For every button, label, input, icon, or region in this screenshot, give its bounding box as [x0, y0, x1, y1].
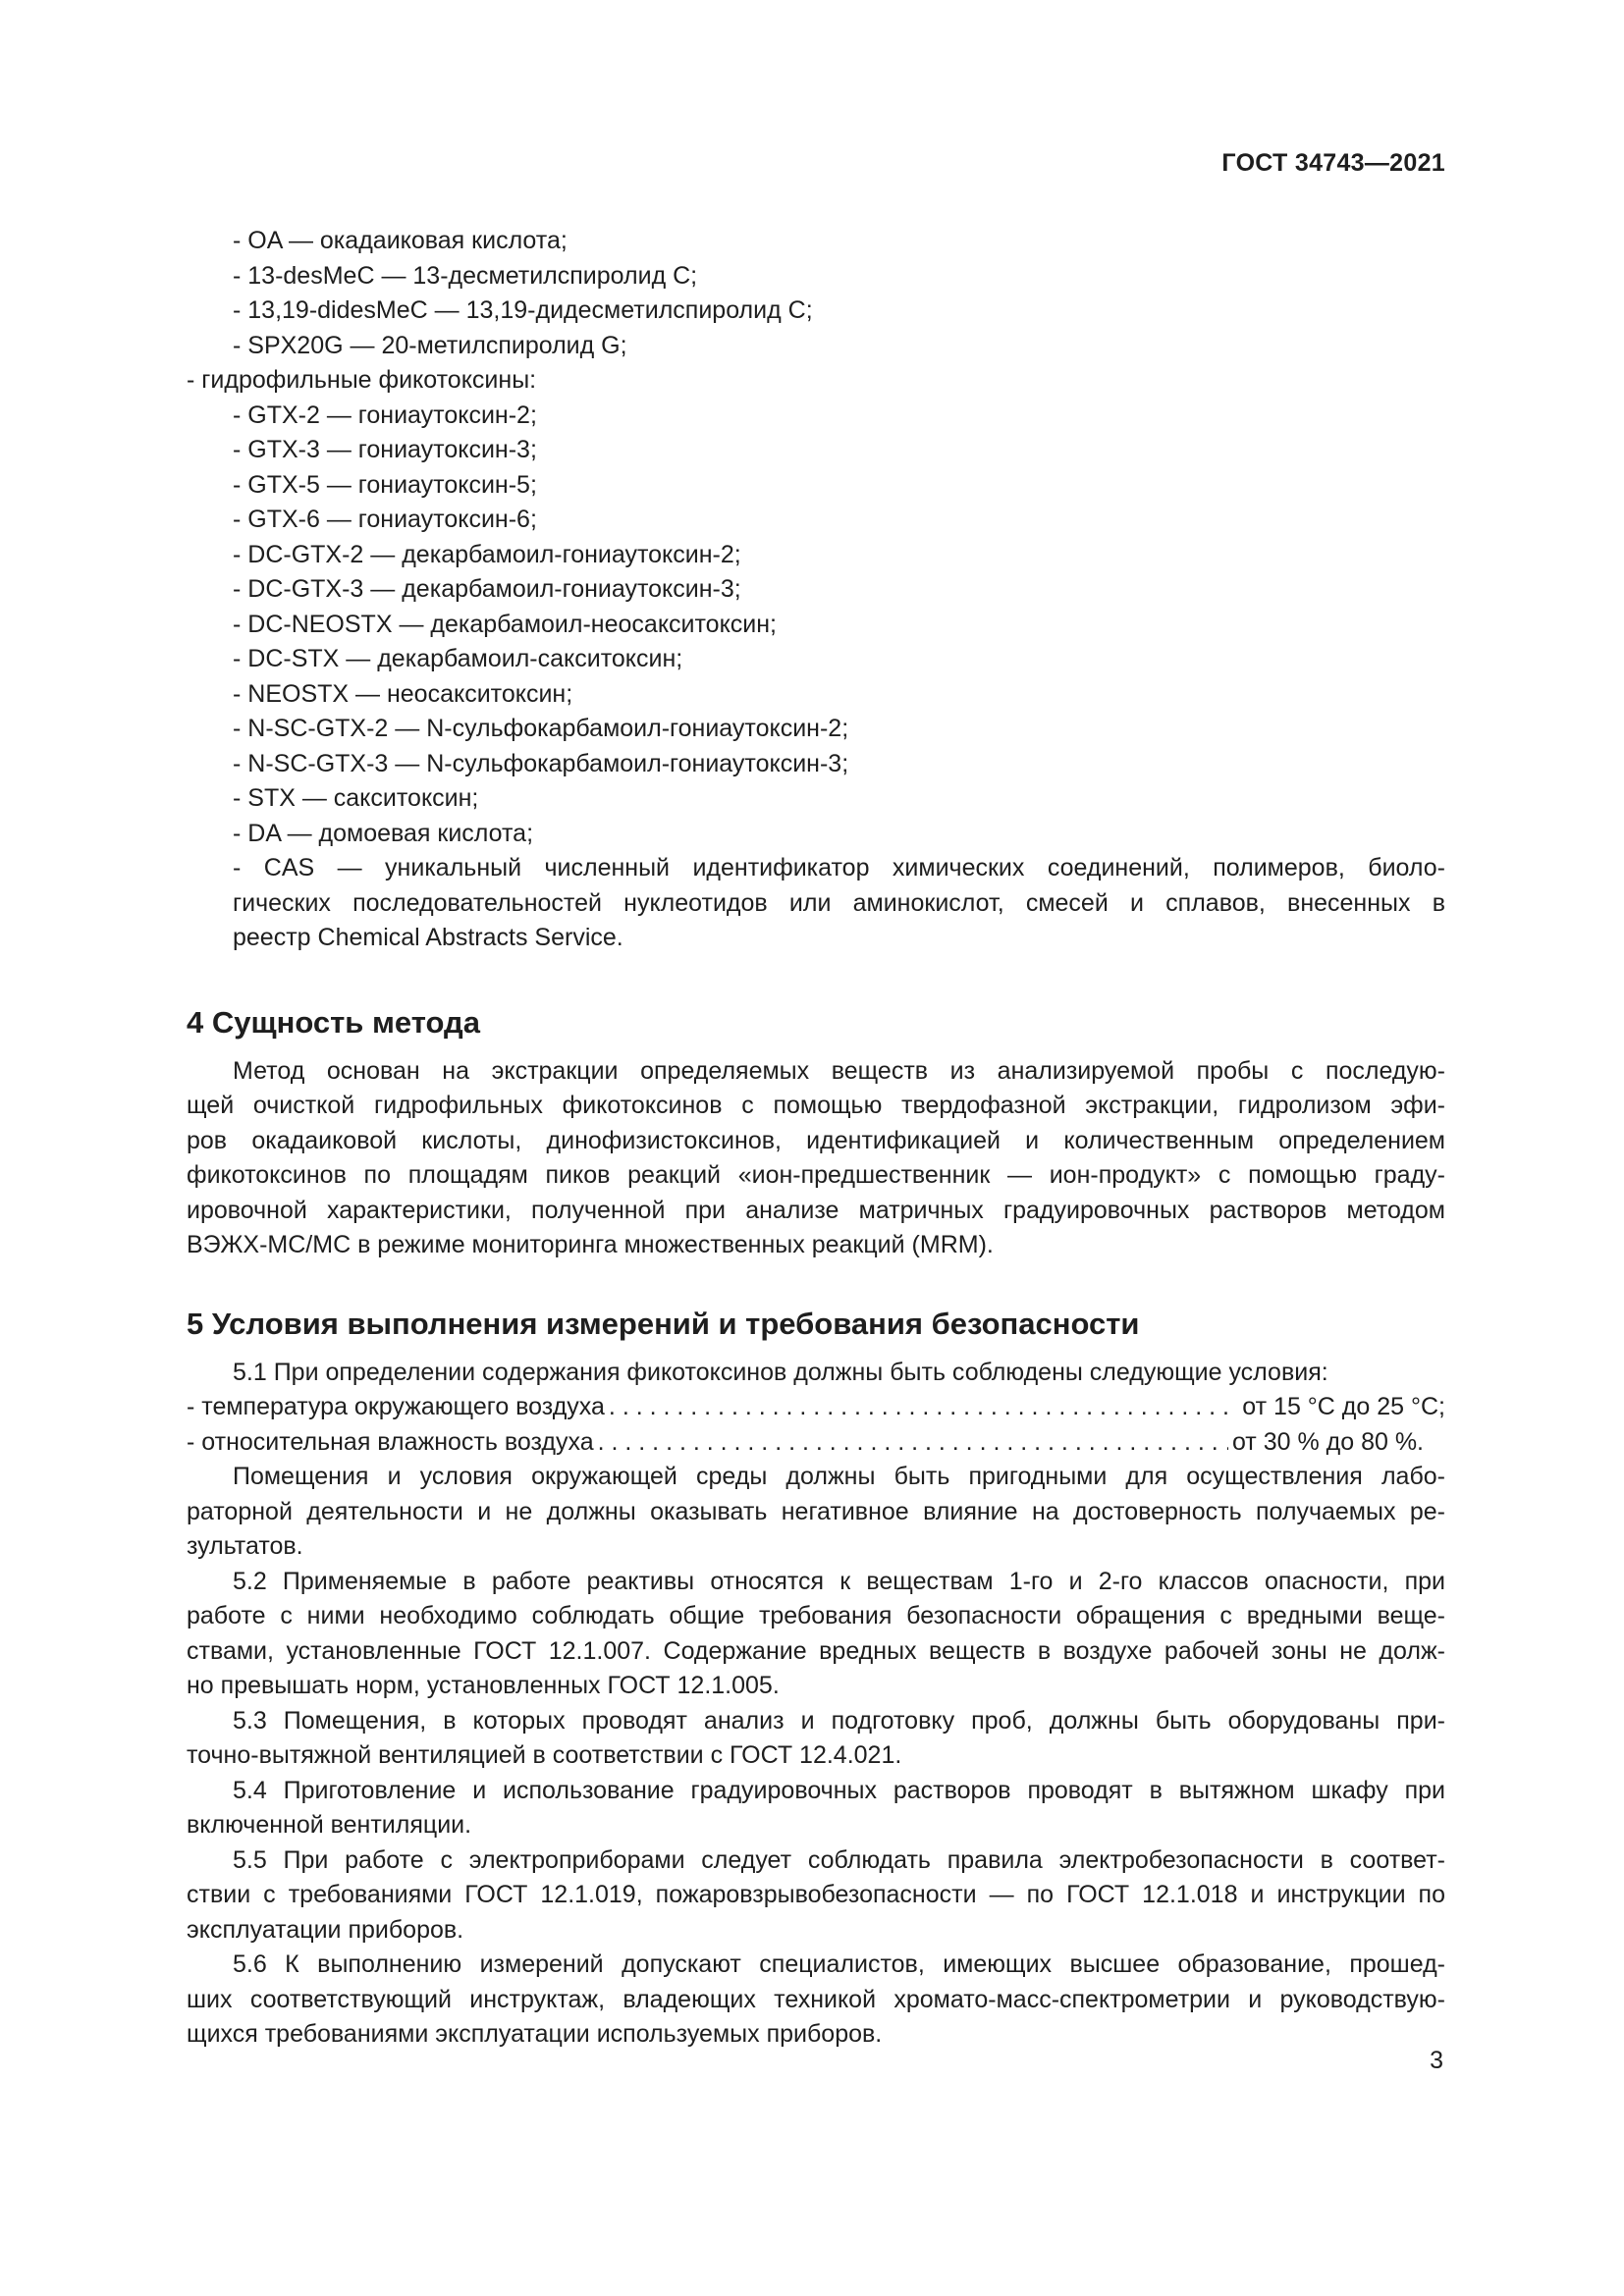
- condition-temperature: [187, 1390, 1445, 1425]
- clause-5-6: [187, 1948, 1445, 2053]
- paragraph-line: ВЭЖХ-МС/МС в режиме мониторинга множественных реакций (MRM).: [187, 1231, 994, 1258]
- paragraph-line: ировочной характеристики, полученной при анализе матричных градуировочных растворов методом: [187, 1196, 1445, 1224]
- condition-humidity: [187, 1425, 1424, 1461]
- list-item: - NEOSTX — неосакситоксин;: [233, 679, 573, 708]
- cas-line: - CAS — уникальный численный идентификатор химических соединений, полимеров, биоло-: [233, 854, 1445, 881]
- clause-5-2: [187, 1565, 1445, 1704]
- list-item: - OA — окадаиковая кислота;: [233, 227, 568, 254]
- paragraph-line: эксплуатации приборов.: [187, 1915, 464, 1944]
- paragraph-line: щей очисткой гидрофильных фикотоксинов с помощью твердофазной экстракции, гидролизом эфи-: [187, 1092, 1445, 1119]
- paragraph-line: Помещения и условия окружающей среды должны быть пригодными для осуществления лабо-: [233, 1463, 1445, 1490]
- paragraph-line: щихся требованиями эксплуатации используемых приборов.: [187, 2020, 883, 2048]
- clause-5-3: [187, 1704, 1445, 1774]
- paragraph-line: точно-вытяжной вентиляцией в соответствии с ГОСТ 12.4.021.: [187, 1741, 902, 1769]
- list-item: - 13-desMeC — 13-десметилспиролид С;: [233, 261, 698, 290]
- condition-label: - относительная влажность воздуха: [187, 1427, 594, 1456]
- list-item: - GTX-5 — гониаутоксин-5;: [233, 470, 537, 499]
- paragraph-line: но превышать норм, установленных ГОСТ 12.1.005.: [187, 1672, 780, 1699]
- paragraph-line: 5.2 Применяемые в работе реактивы относятся к веществам 1-го и 2-го классов опасности, при: [233, 1567, 1445, 1595]
- list-item: - DC-NEOSTX — декарбамоил-неосакситоксин;: [233, 610, 778, 638]
- paragraph-line: ствами, установленные ГОСТ 12.1.007. Содержание вредных веществ в воздухе рабочей зоны не долж-: [187, 1636, 1445, 1665]
- paragraph-line: фикотоксинов по площадям пиков реакций «ион-предшественник — ион-продукт» с помощью граду-: [187, 1161, 1445, 1189]
- paragraph-line: 5.5 При работе с электроприборами следует соблюдать правила электробезопасности в соответ-: [233, 1845, 1445, 1874]
- list-item: - гидрофильные фикотоксины:: [187, 366, 537, 394]
- paragraph-line: ров окадаиковой кислоты, динофизистоксинов, идентификацией и количественным определением: [187, 1126, 1445, 1154]
- document-standard-number: ГОСТ 34743—2021: [1221, 149, 1445, 177]
- condition-value: от 15 °С до 25 °С;: [1242, 1393, 1445, 1420]
- list-item: - STX — сакситоксин;: [233, 784, 479, 812]
- paragraph-line: 5.3 Помещения, в которых проводят анализ и подготовку проб, должны быть оборудованы при-: [233, 1706, 1445, 1735]
- cas-line: реестр Chemical Abstracts Service.: [233, 924, 623, 951]
- dot-leader: [598, 1425, 1228, 1461]
- clause-5-1: [187, 1356, 1445, 1391]
- clause-5-4: [187, 1774, 1445, 1843]
- abbreviation-list: [187, 224, 1445, 851]
- page-number: 3: [1430, 2047, 1443, 2074]
- dot-leader: [609, 1390, 1238, 1425]
- list-item: - GTX-6 — гониаутоксин-6;: [233, 506, 537, 533]
- condition-value: от 30 % до 80 %.: [1231, 1427, 1424, 1456]
- list-item: - GTX-3 — гониаутоксин-3;: [233, 436, 537, 463]
- list-item: - N-SC-GTX-2 — N-сульфокарбамоил-гониаутоксин-2;: [233, 715, 849, 742]
- section-5-heading: 5 Условия выполнения измерений и требования безопасности: [187, 1306, 1140, 1341]
- list-item: - DC-GTX-3 — декарбамоил-гониаутоксин-3;: [233, 575, 741, 603]
- condition-label: - температура окружающего воздуха: [187, 1393, 605, 1420]
- list-item: - N-SC-GTX-3 — N-сульфокарбамоил-гониаутоксин-3;: [233, 749, 849, 777]
- paragraph-line: ствии с требованиями ГОСТ 12.1.019, пожаровзрывобезопасности — по ГОСТ 12.1.018 и инструкции по: [187, 1881, 1445, 1908]
- list-item: - GTX-2 — гониаутоксин-2;: [233, 400, 537, 429]
- paragraph-line: 5.1 При определении содержания фикотоксинов должны быть соблюдены следующие условия:: [233, 1358, 1328, 1386]
- list-item: - DC-GTX-2 — декарбамоил-гониаутоксин-2;: [233, 540, 741, 568]
- paragraph-line: работе с ними необходимо соблюдать общие требования безопасности обращения с вредными веще-: [187, 1602, 1445, 1629]
- section-4-paragraph: [187, 1054, 1445, 1263]
- paragraph-line: ших соответствующий инструктаж, владеющих техникой хромато-масс-спектрометрии и руководствую-: [187, 1985, 1445, 2013]
- paragraph-line: раторной деятельности и не должны оказывать негативное влияние на достоверность получаемых ре-: [187, 1497, 1445, 1525]
- list-item: - SPX20G — 20-метилспиролид G;: [233, 331, 627, 359]
- list-item: - DA — домоевая кислота;: [233, 819, 534, 847]
- paragraph-line: 5.4 Приготовление и использование градуировочных растворов проводят в вытяжном шкафу при: [233, 1776, 1445, 1804]
- paragraph-line: 5.6 К выполнению измерений допускают специалистов, имеющих высшее образование, прошед-: [233, 1950, 1445, 1978]
- cas-continuation: [187, 886, 1445, 956]
- list-item: - DC-STX — декарбамоил-сакситоксин;: [233, 645, 683, 672]
- paragraph-line: Метод основан на экстракции определяемых веществ из анализируемой пробы с последую-: [233, 1056, 1445, 1085]
- paragraph-line: включенной вентиляции.: [187, 1811, 472, 1839]
- page-content: [187, 224, 1445, 2053]
- list-item: - 13,19-didesMeC — 13,19-дидесметилспиролид С;: [233, 296, 813, 324]
- paragraph-line: зультатов.: [187, 1532, 303, 1560]
- clause-5-5: [187, 1843, 1445, 1949]
- section-4-heading: 4 Сущность метода: [187, 1004, 480, 1040]
- cas-list-item: [187, 851, 1445, 886]
- clause-5-1-note: [187, 1460, 1445, 1565]
- cas-line: гических последовательностей нуклеотидов или аминокислот, смесей и сплавов, внесенных в: [233, 888, 1445, 917]
